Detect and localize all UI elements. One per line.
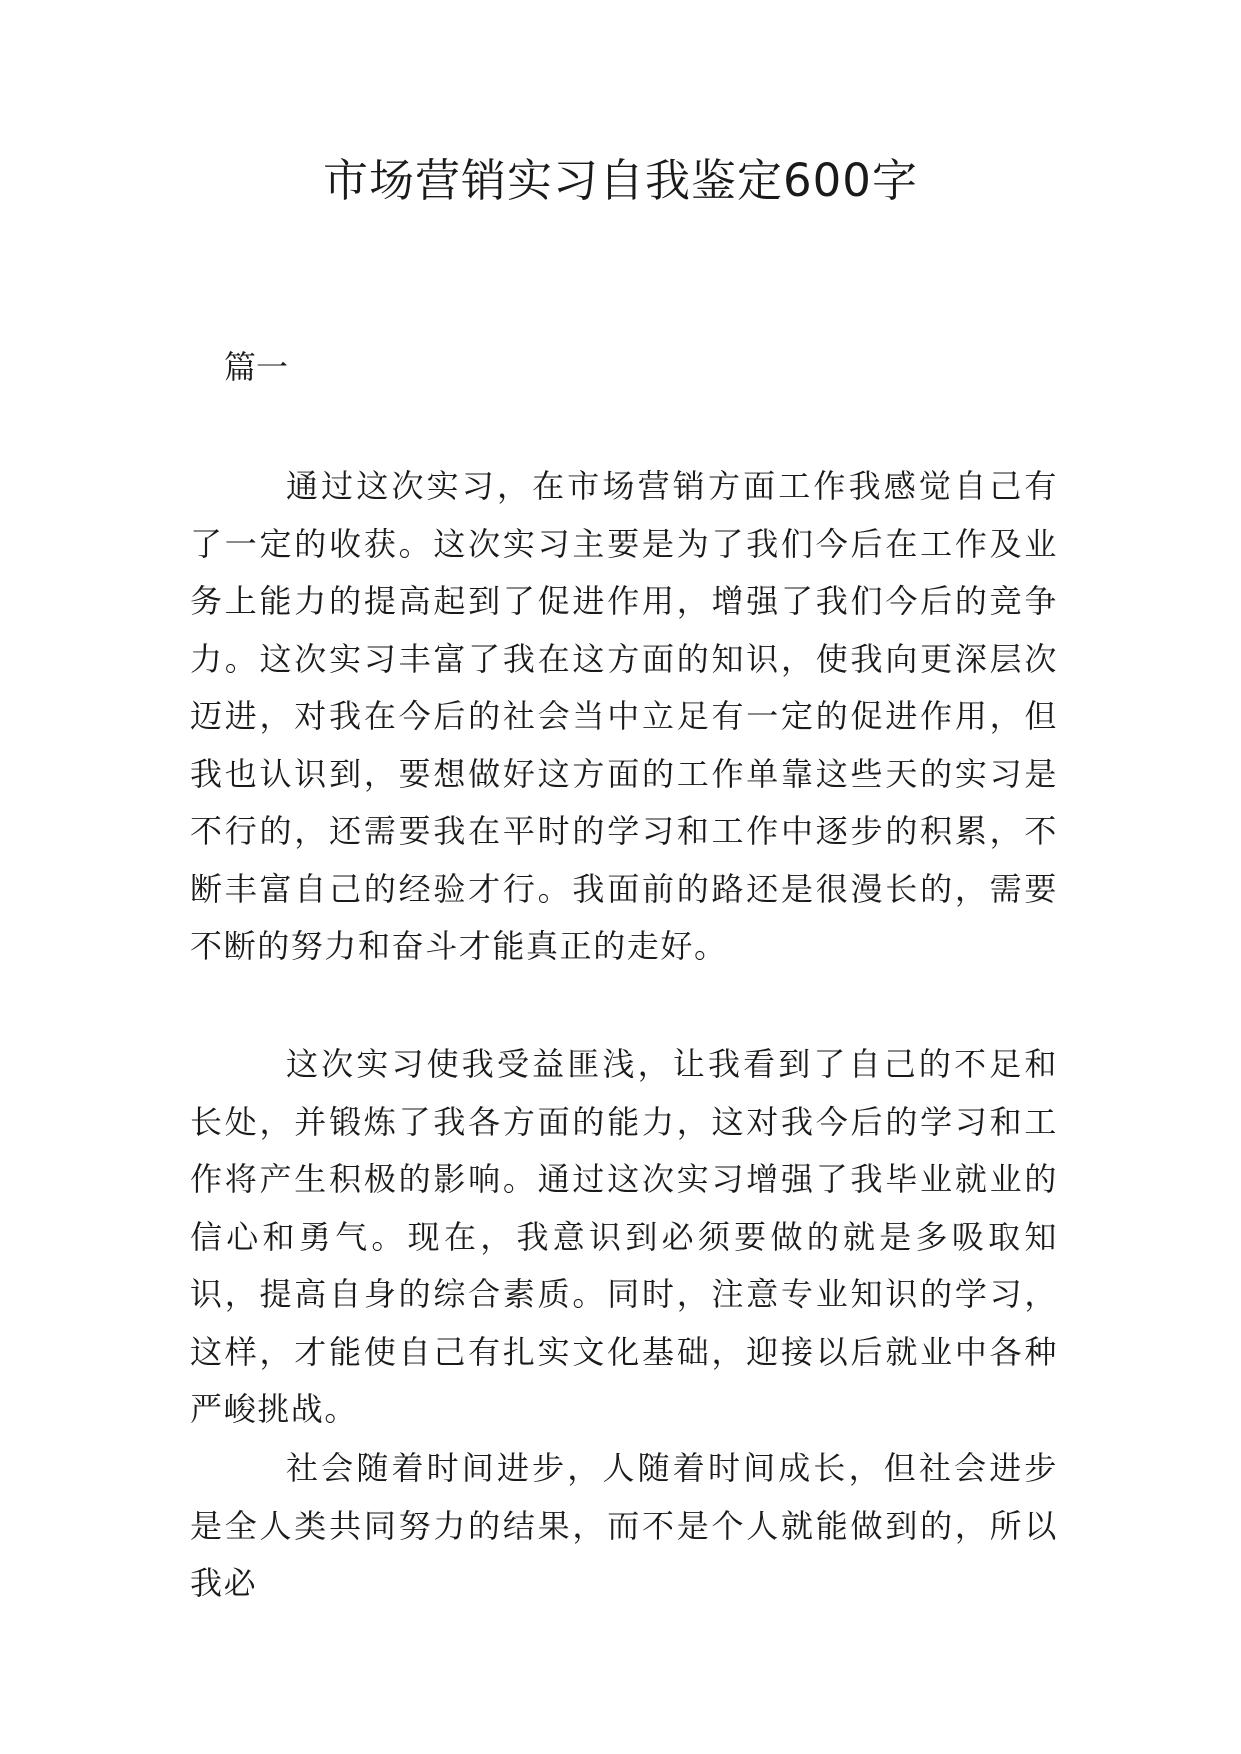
paragraph-3: 社会随着时间进步，人随着时间成长，但社会进步是全人类共同努力的结果，而不是个人就能做到的，所以我必 [190,1449,1058,1602]
paragraph-2: 这次实习使我受益匪浅，让我看到了自己的不足和长处，并锻炼了我各方面的能力，这对我今后的学习和工作将产生积极的影响。通过这次实习增强了我毕业就业的信心和勇气。现在，我意识到必须要做的就是多吸取知识，提高自身的综合素质。同时，注意专业知识的学习，这样，才能使自己有扎实文化基础，迎接以后就业中各种严峻挑战。 [190,1045,1058,1428]
document-title: 市场营销实习自我鉴定600字 [323,154,918,207]
section-label: 篇一 [224,348,289,386]
paragraph-1: 通过这次实习，在市场营销方面工作我感觉自己有了一定的收获。这次实习主要是为了我们今后在工作及业务上能力的提高起到了促进作用，增强了我们今后的竞争力。这次实习丰富了我在这方面的知识，使我向更深层次迈进，对我在今后的社会当中立足有一定的促进作用，但我也认识到，要想做好这方面的工作单靠这些天的实习是不行的，还需要我在平时的学习和工作中逐步的积累，不断丰富自己的经验才行。我面前的路还是很漫长的，需要不断的努力和奋斗才能真正的走好。 [190,467,1058,965]
